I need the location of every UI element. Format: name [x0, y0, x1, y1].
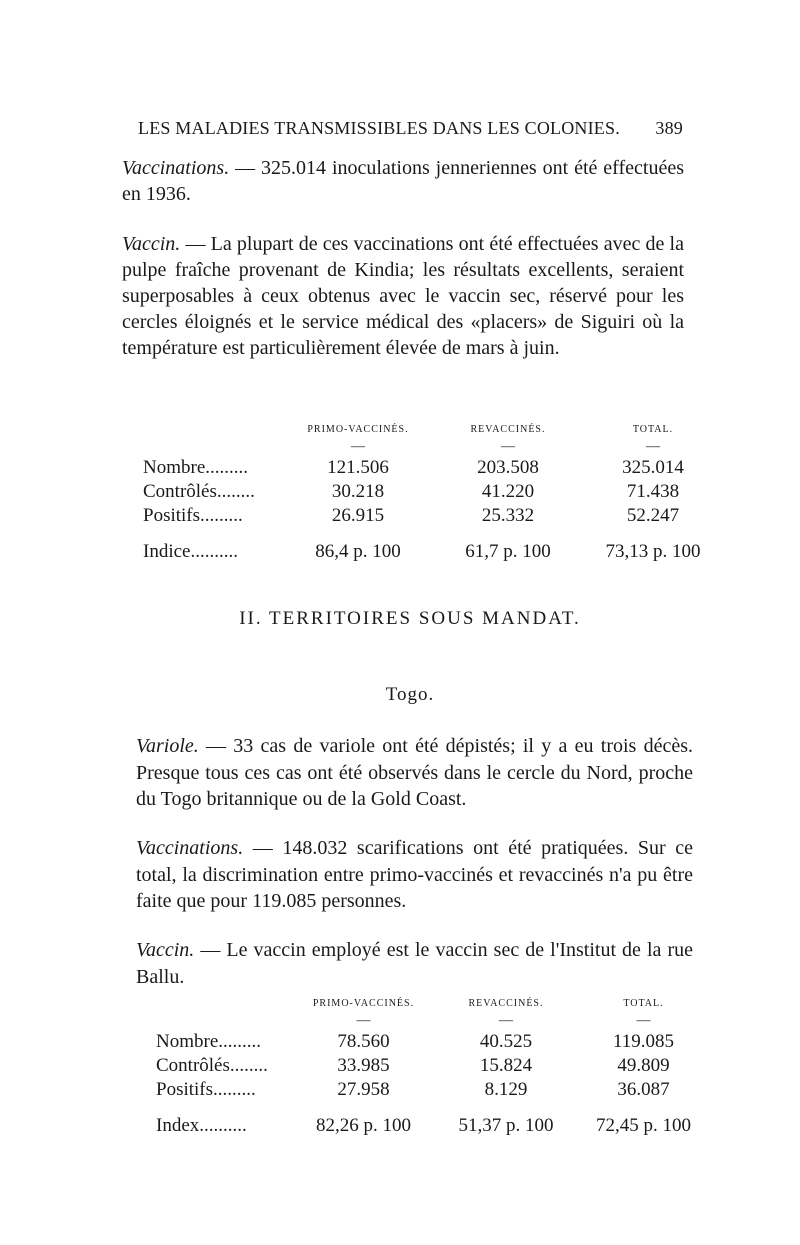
row-label: Positifs.........: [156, 1079, 256, 1100]
table-index-row: [143, 540, 718, 564]
table-cell: 25.332: [481, 505, 535, 526]
table-cell: 15.824: [479, 1055, 533, 1076]
row-label: Nombre.........: [143, 457, 249, 478]
dash: —: [636, 1013, 651, 1028]
table-cell: 26.915: [331, 505, 385, 526]
paragraph-vaccinations-togo: [136, 835, 693, 915]
table-cell: 33.985: [337, 1055, 390, 1076]
table-cell: 119.085: [612, 1031, 675, 1052]
paragraph-variole-togo: [136, 733, 693, 813]
column-header: PRIMO-VACCINÉS.: [312, 997, 415, 1009]
paragraph-text: — 148.032 scarifications ont été pratiquées. Sur ce total, la discrimination entre primo-vaccinés et revaccinés n'a pu être faite que pour 119.085 personnes.: [136, 837, 693, 912]
section-title: II. TERRITOIRES SOUS MANDAT.: [239, 608, 581, 629]
paragraph-vaccinations-guinee: [122, 155, 684, 207]
table-row: [156, 1054, 706, 1078]
table-dash-row: [143, 438, 718, 456]
table-cell: 121.506: [327, 457, 389, 478]
paragraph-lead: Variole.: [136, 735, 199, 757]
table-row: [143, 504, 718, 528]
table-header-row: [156, 994, 706, 1012]
table-index-row: [156, 1114, 706, 1138]
paragraph-lead: Vaccinations.: [122, 157, 230, 179]
column-header: REVACCINÉS.: [470, 423, 546, 435]
table-cell: 73,13 p. 100: [605, 541, 701, 562]
table-cell: 30.218: [331, 481, 385, 502]
column-header: REVACCINÉS.: [468, 997, 544, 1009]
paragraph-text: — 325.014 inoculations jenneriennes ont été effectuées en 1936.: [122, 157, 684, 205]
paragraph-text: — 33 cas de variole ont été dépistés; il y a eu trois décès. Presque tous ces cas ont été observés dans le cercle du Nord, proche du Togo britannique ou de la Gold Coast.: [136, 735, 693, 810]
table-cell: 52.247: [626, 505, 680, 526]
column-header: PRIMO-VACCINÉS.: [307, 423, 409, 435]
table-cell: 27.958: [337, 1079, 390, 1100]
dash: —: [501, 439, 515, 454]
table-cell: 41.220: [481, 481, 535, 502]
row-label: Contrôlés........: [143, 481, 255, 502]
table-cell: 86,4 p. 100: [315, 541, 401, 562]
header-title: LES MALADIES TRANSMISSIBLES DANS LES COLONIES.: [138, 118, 620, 138]
row-label: Nombre.........: [156, 1031, 262, 1052]
column-header: TOTAL.: [623, 997, 664, 1009]
dash: —: [646, 439, 660, 454]
paragraph-vaccin-guinee: [122, 231, 684, 361]
dash: —: [351, 439, 365, 454]
dash: —: [356, 1013, 371, 1028]
table-cell: 8.129: [484, 1079, 528, 1100]
table-header-row: [143, 420, 718, 438]
paragraph-lead: Vaccinations.: [136, 837, 244, 859]
table-row: [156, 1078, 706, 1102]
table-cell: 72,45 p. 100: [596, 1115, 691, 1136]
table-cell: 51,37 p. 100: [458, 1115, 554, 1136]
statistics-table-guinee: [143, 420, 718, 564]
table-cell: 61,7 p. 100: [465, 541, 551, 562]
table-row: [143, 480, 718, 504]
table-cell: 203.508: [477, 457, 539, 478]
paragraph-text: — Le vaccin employé est le vaccin sec de l'Institut de la rue Ballu.: [136, 939, 693, 988]
table-cell: 325.014: [622, 457, 684, 478]
row-label: Indice..........: [143, 541, 238, 562]
paragraph-lead: Vaccin.: [122, 233, 181, 255]
table-dash-row: [156, 1012, 706, 1030]
dash: —: [499, 1013, 513, 1028]
row-label: Positifs.........: [143, 505, 243, 526]
page-number: 389: [655, 118, 683, 138]
statistics-table-togo: [156, 994, 706, 1138]
column-header: TOTAL.: [632, 423, 674, 435]
table-cell: 40.525: [479, 1031, 533, 1052]
table-cell: 36.087: [617, 1079, 670, 1100]
table-row: [156, 1030, 706, 1054]
row-label: Contrôlés........: [156, 1055, 268, 1076]
table-row: [143, 456, 718, 480]
paragraph-lead: Vaccin.: [136, 939, 195, 961]
table-cell: 82,26 p. 100: [316, 1115, 411, 1136]
paragraph-text: — La plupart de ces vaccinations ont été effectuées avec de la pulpe fraîche provenant de Kindia; les résultats excellents, seraient superposables à ceux obtenus avec le vaccin sec, réservé pour les cercles éloignés et le service médical des «placers» de Siguiri où la température est particulièrement élevée de mars à juin.: [122, 233, 684, 359]
table-cell: 78.560: [337, 1031, 390, 1052]
row-label: Index..........: [156, 1115, 247, 1136]
table-cell: 49.809: [617, 1055, 670, 1076]
subsection-title: Togo.: [385, 684, 435, 705]
paragraph-vaccin-togo: [136, 937, 693, 990]
table-cell: 71.438: [626, 481, 680, 502]
running-header: [138, 118, 683, 139]
